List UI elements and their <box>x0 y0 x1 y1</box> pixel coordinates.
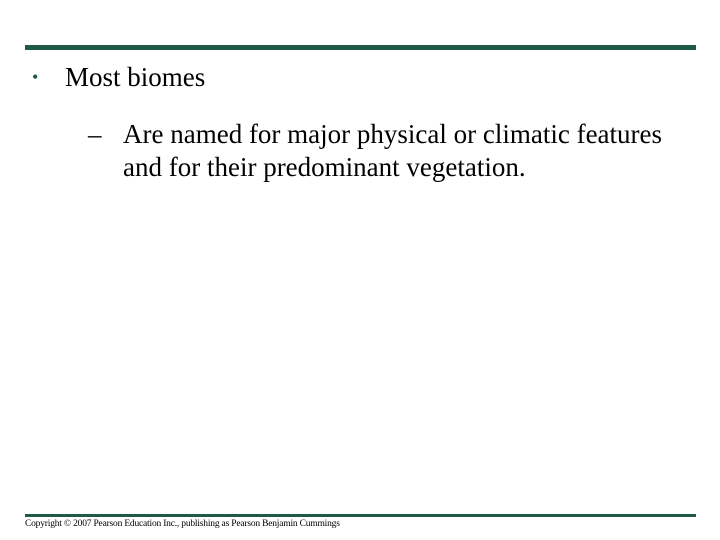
sub-bullet-point <box>88 118 698 184</box>
main-bullet-point <box>32 60 205 94</box>
copyright-footer: Copyright © 2007 Pearson Education Inc., publishing as Pearson Benjamin Cummings <box>25 519 340 529</box>
dash-icon: – <box>88 119 102 149</box>
bullet-icon: • <box>32 67 39 87</box>
top-divider <box>25 45 696 50</box>
bottom-divider <box>25 514 696 517</box>
main-point-text: Most biomes <box>65 62 206 92</box>
sub-point-text: Are named for major physical or climatic features and for their predominant vegetation. <box>123 119 663 182</box>
